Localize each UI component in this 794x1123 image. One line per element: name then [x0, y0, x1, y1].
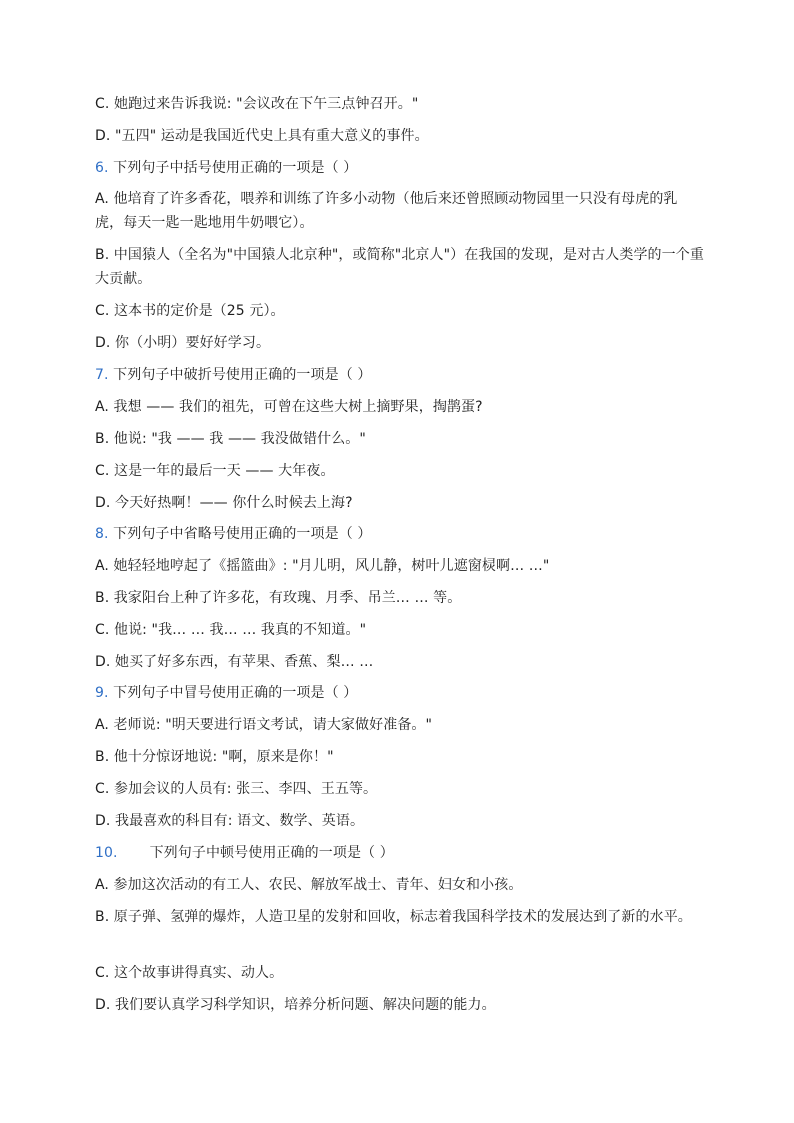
option-c-prev: C. 她跑过来告诉我说: "会议改在下午三点钟召开。"	[95, 96, 419, 112]
question-9-option-d: D. 我最喜欢的科目有: 语文、数学、英语。	[95, 813, 365, 829]
question-8-option-b: B. 我家阳台上种了许多花，有玫瑰、月季、吊兰… … 等。	[95, 590, 462, 606]
question-7-option-a: A. 我想 —— 我们的祖先，可曾在这些大树上摘野果，掏鹊蛋?	[95, 399, 483, 415]
question-8-number: 8.	[95, 526, 109, 542]
question-8-option-c: C. 他说: "我… … 我… … 我真的不知道。"	[95, 622, 367, 638]
question-9	[95, 681, 705, 705]
question-7	[95, 363, 705, 387]
question-8-option-a: A. 她轻轻地哼起了《摇篮曲》: "月儿明，风儿静，树叶儿遮窗棂啊… …"	[95, 558, 550, 574]
question-10-option-d: D. 我们要认真学习科学知识，培养分析问题、解决问题的能力。	[95, 997, 496, 1013]
question-6-text: 下列句子中括号使用正确的一项是（ ）	[113, 160, 358, 176]
question-7-option-d: D. 今天好热啊！—— 你什么时候去上海?	[95, 495, 353, 511]
question-6-option-a: A. 他培育了许多香花，喂养和训练了许多小动物（他后来还曾照顾动物园里一只没有母虎的乳虎，每天一匙一匙地用牛奶喂它）。	[95, 191, 678, 231]
question-6-option-d: D. 你（小明）要好好学习。	[95, 335, 271, 351]
question-10	[95, 841, 705, 865]
question-7-text: 下列句子中破折号使用正确的一项是（ ）	[113, 367, 372, 383]
question-9-text: 下列句子中冒号使用正确的一项是（ ）	[113, 685, 358, 701]
question-9-option-b: B. 他十分惊讶地说: "啊，原来是你！"	[95, 749, 334, 765]
question-6-option-c: C. 这本书的定价是（25 元）。	[95, 303, 285, 319]
question-9-number: 9.	[95, 685, 109, 701]
option-d-prev: D. "五四" 运动是我国近代史上具有重大意义的事件。	[95, 128, 429, 144]
question-7-number: 7.	[95, 367, 109, 383]
question-8-option-d: D. 她买了好多东西，有苹果、香蕉、梨… …	[95, 654, 374, 670]
question-10-text: 下列句子中顿号使用正确的一项是（ ）	[149, 845, 394, 861]
question-7-option-b: B. 他说: "我 —— 我 —— 我没做错什么。"	[95, 431, 366, 447]
question-6	[95, 156, 705, 180]
question-6-number: 6.	[95, 160, 109, 176]
question-7-option-c: C. 这是一年的最后一天 —— 大年夜。	[95, 463, 335, 479]
question-9-option-a: A. 老师说: "明天要进行语文考试，请大家做好准备。"	[95, 717, 433, 733]
question-10-option-c: C. 这个故事讲得真实、动人。	[95, 965, 284, 981]
question-8	[95, 522, 705, 546]
question-8-text: 下列句子中省略号使用正确的一项是（ ）	[113, 526, 372, 542]
question-10-number: 10.	[95, 845, 118, 861]
question-10-option-b: B. 原子弹、氢弹的爆炸，人造卫星的发射和回收，标志着我国科学技术的发展达到了新的水平。	[95, 909, 692, 925]
question-10-option-a: A. 参加这次活动的有工人、农民、解放军战士、青年、妇女和小孩。	[95, 877, 523, 893]
question-9-option-c: C. 参加会议的人员有: 张三、李四、王五等。	[95, 781, 378, 797]
question-6-option-b: B. 中国猿人（全名为"中国猿人北京种"，或简称"北京人"）在我国的发现，是对古人类学的一个重大贡献。	[95, 247, 704, 287]
